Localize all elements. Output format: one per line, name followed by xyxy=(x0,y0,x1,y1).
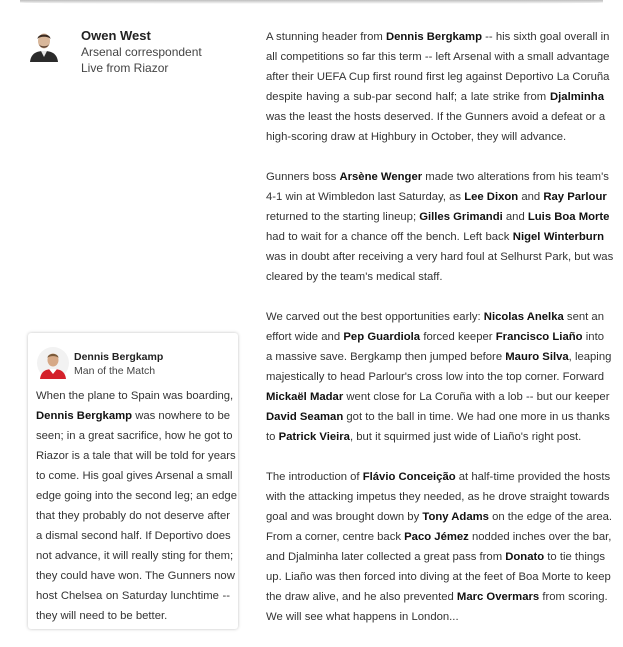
name-highlight: Dennis Bergkamp xyxy=(36,410,133,422)
text-line: they will need to be better. xyxy=(36,610,168,622)
name-highlight: Nicolas Anelka xyxy=(483,311,564,323)
name-highlight: Nigel Winterburn xyxy=(512,231,604,243)
author-byline xyxy=(27,26,247,75)
name-highlight: Flávio Conceição xyxy=(362,471,456,483)
text-line: goal and was brought down by Tony Adams on the edge of the area. xyxy=(266,511,613,523)
text-line: Gunners boss Arsène Wenger made two alterations from his team's xyxy=(266,171,609,183)
text-line: cleared by the team's medical staff. xyxy=(266,271,443,283)
text-line: a massive save. Bergkamp then jumped before Mauro Silva, leaping xyxy=(266,351,612,363)
man-of-the-match-label: Man of the Match xyxy=(74,365,156,377)
name-highlight: Mickaël Madar xyxy=(266,391,344,403)
text-line: despite having a sub-par second half; a late strike from Djalminha xyxy=(266,91,604,103)
article-paragraph xyxy=(266,467,613,627)
text-line: had to wait for a chance off the bench. Left back Nigel Winterburn xyxy=(266,231,604,243)
text-line: was the least the hosts deserved. If the Gunners avoid a defeat or a xyxy=(266,111,606,123)
author-name[interactable]: Owen West xyxy=(81,28,151,43)
name-highlight: Mauro Silva xyxy=(505,351,569,363)
name-highlight: David Seaman xyxy=(266,411,344,423)
name-highlight: Pep Guardiola xyxy=(343,331,421,343)
text-line: high-scoring draw at Highbury in October, they will advance. xyxy=(266,131,567,143)
text-line: with the attacking impetus they needed, as he drove straight towards xyxy=(266,491,610,503)
name-highlight: Arsène Wenger xyxy=(339,171,423,183)
text-line: edge going into the second leg; an edge xyxy=(36,490,237,502)
name-highlight: Djalminha xyxy=(550,91,604,103)
player-summary xyxy=(36,386,237,626)
text-line: not advance, it will really sting for them; xyxy=(36,550,234,562)
player-name[interactable]: Dennis Bergkamp xyxy=(74,351,164,363)
text-line: The introduction of Flávio Conceição at half-time provided the hosts xyxy=(266,471,611,483)
name-highlight: Francisco Liaño xyxy=(495,331,583,343)
text-line: David Seaman got to the ball in time. We had one more in us thanks xyxy=(266,411,610,423)
text-line: after their UEFA Cup first round first leg against Deportivo La Coruña xyxy=(266,71,610,83)
article-paragraph xyxy=(266,27,610,147)
player-avatar xyxy=(37,347,69,379)
text-line: to come. His goal gives Arsenal a small xyxy=(36,470,233,482)
text-line: all competitions so far this term -- left Arsenal with a small advantage xyxy=(266,51,610,63)
text-line: to Patrick Vieira, but it squirmed just wide of Liaño's right post. xyxy=(266,431,582,443)
top-divider xyxy=(20,0,603,4)
text-line: a dismal second half. If Deportivo does xyxy=(36,530,231,542)
man-of-the-match-card xyxy=(28,333,238,629)
text-line: the draw alive, and he also prevented Marc Overmars from scoring. xyxy=(266,591,608,603)
text-line: was in doubt after receiving a very hard foul at Selhurst Park, but was xyxy=(266,251,614,263)
name-highlight: Marc Overmars xyxy=(456,591,540,603)
text-line: Riazor is a tale that will be told for years xyxy=(36,450,236,462)
text-line: up. Liaño was then forced into diving at the feet of Boa Morte to keep xyxy=(266,571,611,583)
name-highlight: Tony Adams xyxy=(422,511,489,523)
text-line: they could have won. The Gunners now xyxy=(36,570,235,582)
text-line: A stunning header from Dennis Bergkamp -- his sixth goal overall in xyxy=(266,31,610,43)
name-highlight: Gilles Grimandi xyxy=(419,211,503,223)
text-line: From a corner, centre back Paco Jémez nodded inches over the bar, xyxy=(266,531,612,543)
text-line: We will see what happens in London... xyxy=(266,611,459,623)
text-line: When the plane to Spain was boarding, xyxy=(36,390,234,402)
text-line: majestically to head Parlour's cross low into the top corner. Forward xyxy=(266,371,605,383)
text-line: Dennis Bergkamp was nowhere to be xyxy=(36,410,231,422)
match-report xyxy=(266,27,614,647)
text-line: that they probably do not deserve after xyxy=(36,510,230,522)
text-line: effort wide and Pep Guardiola forced keeper Francisco Liaño into xyxy=(266,331,604,343)
name-highlight: Luis Boa Morte xyxy=(527,211,610,223)
text-line: returned to the starting lineup; Gilles Grimandi and Luis Boa Morte xyxy=(266,211,610,223)
name-highlight: Dennis Bergkamp xyxy=(385,31,483,43)
article-paragraph xyxy=(266,307,612,447)
text-line: Mickaël Madar went close for La Coruña with a lob -- but our keeper xyxy=(266,391,610,403)
text-line: host Chelsea on Saturday lunchtime -- xyxy=(36,590,230,602)
name-highlight: Donato xyxy=(505,551,545,563)
author-role: Arsenal correspondent xyxy=(81,45,202,59)
text-line: We carved out the best opportunities early: Nicolas Anelka sent an xyxy=(266,311,604,323)
text-line: seen; in a great sacrifice, how he got to xyxy=(36,430,233,442)
text-line: and Djalminha later collected a great pass from Donato to tie things xyxy=(266,551,606,563)
author-avatar xyxy=(27,28,61,62)
name-highlight: Lee Dixon xyxy=(464,191,519,203)
name-highlight: Ray Parlour xyxy=(543,191,607,203)
article-paragraph xyxy=(266,167,614,287)
name-highlight: Patrick Vieira xyxy=(278,431,350,443)
name-highlight: Paco Jémez xyxy=(404,531,469,543)
author-location: Live from Riazor xyxy=(81,61,169,75)
text-line: 4-1 win at Wimbledon last Saturday, as Lee Dixon and Ray Parlour xyxy=(266,191,607,203)
